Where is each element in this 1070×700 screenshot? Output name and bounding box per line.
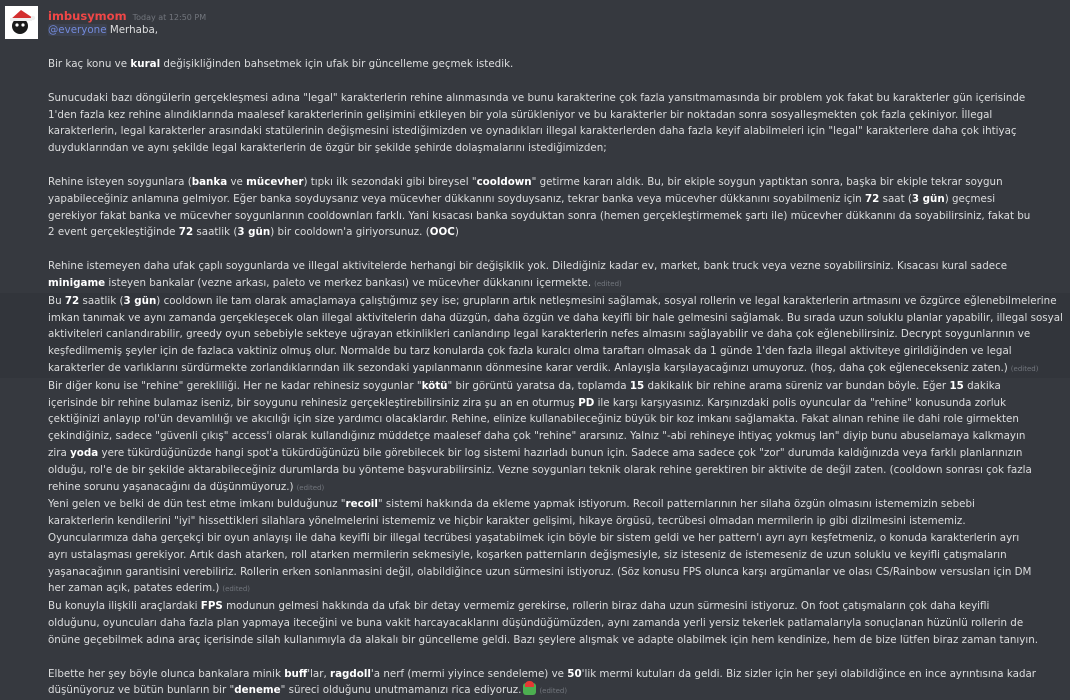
user-avatar[interactable] — [5, 6, 38, 39]
text-span: ) geçmesi gerekiyor fakat banka ve mücevher soygunlarının cooldownları farklı. Yani kısacası banka soyduktan sonra (hemen gerçekleştirmemek şartı ile) mücevher dükkanını da soyabilirsiniz, fakat bu 2 event gerçekleştiğinde — [48, 193, 1030, 239]
text-span: ve — [227, 176, 246, 188]
text-span: dakikalık bir rehine arama süreniz var bundan böyle. Eğer — [644, 380, 949, 392]
greeting-text: Merhaba, — [107, 24, 159, 36]
bold-text: mücevher — [246, 176, 303, 188]
spacer — [48, 241, 1038, 258]
bold-text: yoda — [70, 447, 98, 459]
text-span: modunun gelmesi hakkında da ufak bir detay vermemiz gerekirse, rollerin biraz daha uzun sürmesini istiyoruz. On foot çatışmaların çok daha keyifli olduğunu, oyuncuları daha fazla plan yapmaya iteceğini ve buna vakit harcayacaklarını düşündüğümüzden, aynı zamanda yerli yersiz tekerlek patlamalarıyla sonuçlanan hüzünlü rollerin de önüne geçebilmek adına araç içerisinde silah kullanımıyla da alakalı bir güncelleme geldi. Bazı şeylere alışmak ve adapte olabilmek için hem kendinize, hem de bize lütfen biraz zaman tanıyın. — [48, 600, 1038, 646]
text-span: Elbette her şey böyle olunca bankalara minik — [48, 668, 284, 680]
bold-text: deneme — [234, 684, 280, 696]
edited-label: (edited) — [1011, 365, 1039, 373]
text-span: Yeni gelen ve belki de dün test etme imkanı bulduğunuz " — [48, 498, 346, 510]
bold-text: kural — [130, 58, 160, 70]
bold-text: ragdoll — [330, 668, 371, 680]
text-span: " süreci olduğunu unutmamanızı rica ediyoruz. — [281, 684, 522, 696]
greeting-line — [48, 22, 1038, 39]
bold-text: recoil — [346, 498, 378, 510]
text-span: ) bir cooldown'a giriyorsunuz. ( — [270, 226, 430, 238]
paragraph — [48, 90, 1038, 157]
spacer — [48, 157, 1038, 174]
text-span: 'a nerf (mermi yiyince sendeleme) ve — [371, 668, 567, 680]
text-span: Sunucudaki bazı döngülerin gerçekleşmesi adına "legal" karakterlerin rehine alınmasında ve bunu karakterine çok fazla yansıtmamasında bir problem yok fakat bu karakterler gün içerisinde 1'den fazla kez rehine alındıklarında maalesef karakterlerinin gelişimini etkileyen bir yola sürükleniyor ve bu karakterler bir noktadan sonra sosyalleşmekten çok fazla çekiniyor. İllegal karakterlerin, legal karakterler arasındaki statülerinin değişmesini istediğimizden ve oynadıkları illegal karakterlerden daha fazla keyif alabilmeleri için "legal" karakterlere daha çok ihtiyaç duyduklarından ve aynı şekilde legal karakterlerin de özgür bir şekilde şehirde dolaşmalarını istediğimizden; — [48, 92, 1025, 154]
bold-text: 3 gün — [124, 295, 157, 307]
text-span: " getirme kararı aldık. Bu, bir ekiple soygun yaptıktan sonra, başka bir ekiple tekrar soygun yapabileceğiniz anlamına gelmiyor. Eğer banka soyduysanız veya mücevher dükkanını soyduysanız, tekrar banka veya mücevher dükkanını soyabilmeniz için — [48, 176, 1003, 205]
paragraph — [48, 258, 1038, 293]
bold-text: FPS — [201, 600, 223, 612]
bold-text: 72 — [865, 193, 879, 205]
hat-icon — [523, 683, 536, 695]
paragraph — [48, 598, 1038, 648]
text-span: Bu — [48, 295, 65, 307]
text-span: saatlik ( — [193, 226, 237, 238]
bold-text: OOC — [430, 226, 455, 238]
edited-label: (edited) — [539, 687, 567, 695]
paragraph — [48, 496, 1038, 598]
bold-text: 72 — [179, 226, 193, 238]
text-span: ) tıpkı ilk sezondaki gibi bireysel " — [303, 176, 476, 188]
text-span: Bu konuyla ilişkili araçlardaki — [48, 600, 201, 612]
bold-text: banka — [192, 176, 227, 188]
text-span: değişikliğinden bahsetmek için ufak bir güncelleme geçmek istedik. — [160, 58, 513, 70]
bold-text: 3 gün — [912, 193, 945, 205]
spacer — [48, 73, 1038, 90]
username[interactable]: imbusymom — [48, 9, 127, 23]
text-span: ile karşı karşıyasınız. Karşınızdaki polis oyuncular da "rehine" konusunda zorluk çektiğinizi anlayıp rol'ün devamlılığı ve akıcılığı için size yardımcı olacaklardır. Rehine, elinize kullanabileceğiniz büyük bir koz imkanı sağlamakta. Fakat alınan rehine ile dahi role girmekten çekindiğiniz, sadece "güvenli çıkış" access'i olarak kullandığınız müddetçe maalesef daha çok "rehine" ararsınız. Yalnız "-abi rehineye ihtiyaç yokmuş lan" diyip bunu abuselamaya kalkmayın zira — [48, 397, 1025, 459]
text-span: dakika içerisinde bir rehine bulamaz iseniz, bir soygunu rehinesiz gerçekleştirebilirsiniz zira şu an en oturmuş — [48, 380, 1001, 409]
paragraph — [48, 174, 1038, 241]
bold-text: 50 — [567, 668, 581, 680]
paragraph — [48, 666, 1038, 700]
spacer — [48, 649, 1038, 666]
message-content — [48, 22, 1038, 700]
edited-label: (edited) — [222, 585, 250, 593]
bold-text: 15 — [630, 380, 644, 392]
bold-text: minigame — [48, 277, 105, 289]
text-span: ) cooldown ile tam olarak amaçlamaya çalıştığımız şey ise; grupların artık netleşmesini sağlamak, sosyal rollerin ve legal karakterlerin artmasını ve özgürce eğlenebilmelerine imkan tanımak ve aynı zamanda gerçekleşecek olan illegal aktivitelerin daha düzgün, daha özgün ve daha keyifli bir hale gelmesini sağlamak. Bu sırada uzun soluklu planlar yapabilir, illegal sosyal aktiviteleri canlandırabilir, greedy oyun sebebiyle sekteye uğrayan etkinlikleri canlandırıp legal karakterlerin nefes almasını sağlayabilir ve daha çok eğlenebilirsiniz. Decrypt soygunlarının ve keşfedilmemiş şeyler için de fazlaca vaktiniz olmuş olur. Normalde bu tarz konularda çok fazla kuralcı olma taraftarı olmasak da 1 günde 1'den fazla illegal aktiviteye girildiğinden ve legal karakterler de varlıklarını sürdürmekte zorlandıklarından ilk sezondaki yapılanmanın dönmesine karar verdik. Anlayışla karşılayacağınızı umuyoruz. (hoş, daha çok eğlenecekseniz zaten.) — [48, 295, 1063, 374]
text-span: yere tükürdüğünüzde hangi spot'a tükürdüğünüzü bile görebilecek bir log sistemi hazırladı bunun için. Sadece ama sadece çok "zor" durumda kaldığınızda veya farklı planlarınızın olduğu, rol'e de bir şekilde aktarabileceğiniz durumlarda bu yönteme başvurabilirsiniz. Vezne soygunları teknik olarak rehine gerektiren bir aktivite de değil zaten. (cooldown sonrası çok fazla rehine sorunu yaşanacağını da düşünmüyoruz.) — [48, 447, 1032, 493]
text-span: Rehine istemeyen daha ufak çaplı soygunlarda ve illegal aktivitelerde herhangi bir değişiklik yok. Dilediğiniz kadar ev, market, bank truck veya vezne soyabilirsiniz. Kısacası kural sadece — [48, 260, 1007, 272]
edited-label: (edited) — [297, 484, 325, 492]
edited-label: (edited) — [594, 280, 622, 288]
text-span: 'lar, — [307, 668, 330, 680]
timestamp: Today at 12:50 PM — [133, 13, 207, 22]
text-span: 'lik mermi kutuları da geldi. Biz sizler için her şeyi olabildiğince en ince ayrıntısına kadar düşünüyoruz ve bütün bunların bir " — [48, 668, 1036, 697]
everyone-mention[interactable]: @everyone — [48, 24, 107, 36]
paragraph — [48, 378, 1038, 497]
text-span: " bir görüntü yaratsa da, toplamda — [447, 380, 629, 392]
bold-text: cooldown — [477, 176, 532, 188]
text-span: saat ( — [879, 193, 912, 205]
text-span: Bir kaç konu ve — [48, 58, 130, 70]
paragraph — [0, 293, 1070, 378]
spacer — [48, 39, 1038, 56]
bold-text: PD — [578, 397, 594, 409]
bold-text: 15 — [949, 380, 963, 392]
text-span: isteyen bankalar (vezne arkası, paleto ve merkez bankası) ve mücevher dükkanını içermekte. — [105, 277, 591, 289]
bold-text: kötü — [422, 380, 448, 392]
text-span: " sistemi hakkında da ekleme yapmak istiyorum. Recoil patternlarının her silaha özgün olmasını istememizin sebebi karakterlerin kendilerini "iyi" hissettikleri silahlara yönelmelerini istememiz ve hiçbir karakter gelişimi, hikaye örgüsü, tecrübesi olmadan mermilerin ip gibi dizilmesini istememiz. Oyuncularımıza daha gerçekçi bir oyun anlayışı ile daha keyifli bir illegal tecrübesi yaşatabilmek için böyle bir sistem geldi ve her pattern'ı ayrı ayrı keşfetmeniz, o konuda karakterlerin ayrı ayrı ustalaşması gerekiyor. Artık dash atarken, roll atarken mermilerin sekmesiyle, koşarken patternların değişmesiyle, siz isteseniz de istemeseniz de uzun soluklu ve keyifli çatışmaların yaşanacağının garantisini verebiliriz. Rollerin erken sonlanmasini değil, olabildiğince uzun sürmesini istiyoruz. (Söz konusu FPS olunca karşı argümanlar ve olası CS/Rainbow versusları için DM her zaman açık, patates ederim.) — [48, 498, 1031, 594]
bold-text: 3 gün — [237, 226, 270, 238]
bold-text: 72 — [65, 295, 79, 307]
bold-text: buff — [284, 668, 307, 680]
paragraph — [48, 56, 1038, 73]
text-span: Bir diğer konu ise "rehine" gerekliliği. Her ne kadar rehinesiz soygunlar " — [48, 380, 422, 392]
text-span: saatlik ( — [79, 295, 123, 307]
text-span: ) — [455, 226, 459, 238]
text-span: Rehine isteyen soygunlara ( — [48, 176, 192, 188]
